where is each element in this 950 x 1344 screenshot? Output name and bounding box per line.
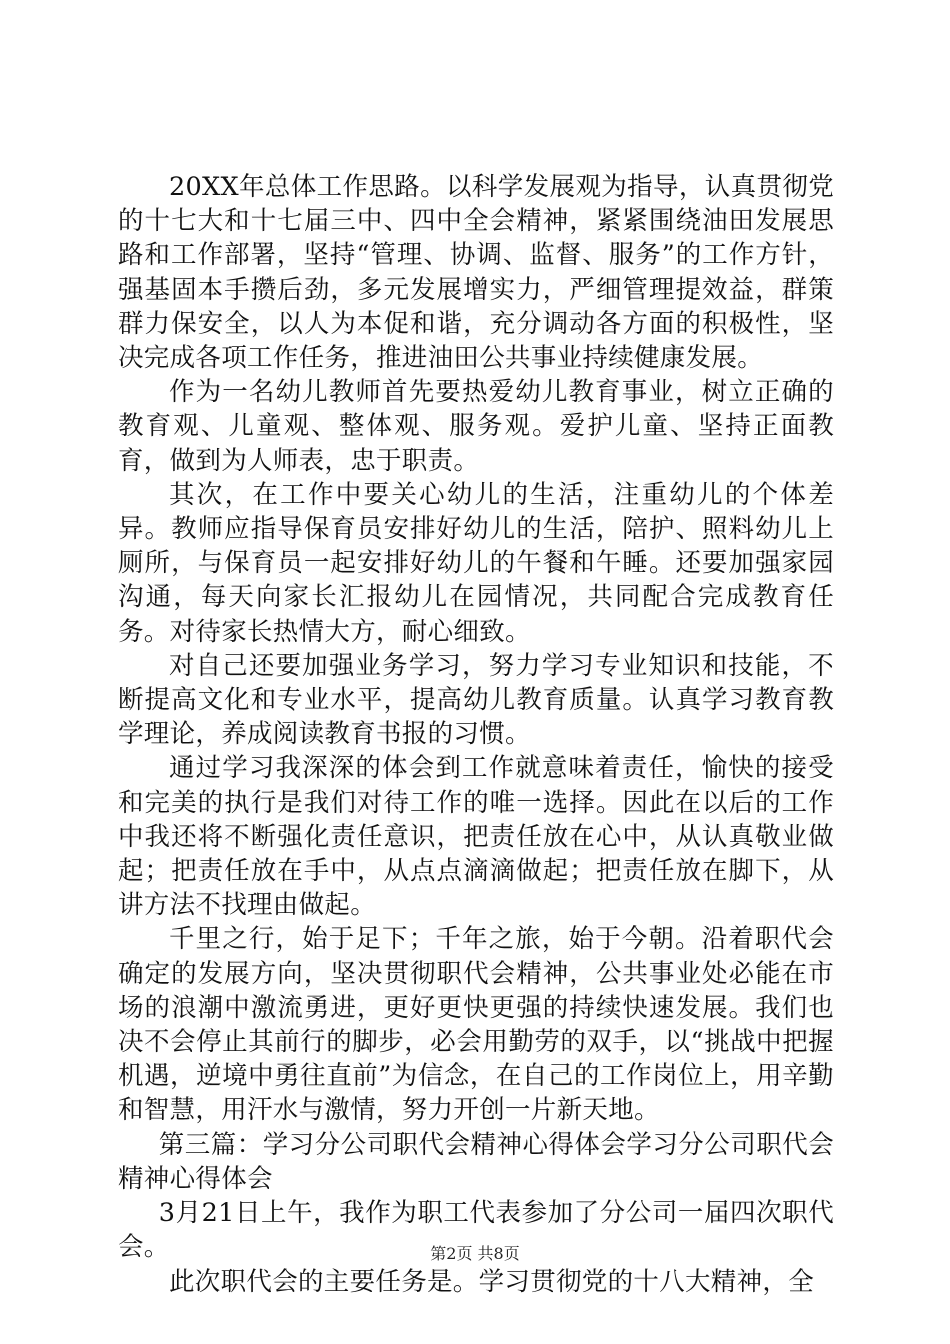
paragraph-main-task: 此次职代会的主要任务是。学习贯彻党的十八大精神，全 <box>169 1266 815 1297</box>
paragraph-march-meeting: 3月21日上午，我作为职工代表参加了分公司一届四次职代会。 <box>118 1198 834 1263</box>
paragraph-self-study: 对自己还要加强业务学习，努力学习专业知识和技能，不断提高文化和专业水平，提高幼儿教育质量。认真学习教育教学理论，养成阅读教育书报的习惯。 <box>118 650 834 750</box>
paragraph-journey: 千里之行，始于足下；千年之旅，始于今朝。沿着职代会确定的发展方向，坚决贯彻职代会精神，公共事业处必能在市场的浪潮中激流勇进，更好更快更强的持续快速发展。我们也决不会停止其前行的脚步，必会用勤劳的双手，以“挑战中把握机遇，逆境中勇往直前”为信念，在自己的工作岗位上，用辛勤和智慧，用汗水与激情，努力开创一片新天地。 <box>118 924 834 1126</box>
section-heading: 第三篇：学习分公司职代会精神心得体会学习分公司职代会精神心得体会 <box>118 1129 834 1194</box>
paragraph-work-plan: 20XX年总体工作思路。以科学发展观为指导，认真贯彻党的十七大和十七届三中、四中全会精神，紧紧围绕油田发展思路和工作部署，坚持“管理、协调、监督、服务”的工作方针，强基固本手攒后劲，多元发展增实力，严细管理提效益，群策群力保安全，以人为本促和谐，充分调动各方面的积极性，坚决完成各项工作任务，推进油田公共事业持续健康发展。 <box>118 172 834 374</box>
document-body <box>118 170 834 1299</box>
paragraph-responsibility: 通过学习我深深的体会到工作就意味着责任，愉快的接受和完美的执行是我们对待工作的唯一选择。因此在以后的工作中我还将不断强化责任意识，把责任放在心中，从认真敬业做起；把责任放在手中，从点点滴滴做起；把责任放在脚下，从讲方法不找理由做起。 <box>118 753 834 921</box>
page-number: 第2页 共8页 <box>430 1244 520 1263</box>
paragraph-teacher-love: 作为一名幼儿教师首先要热爱幼儿教育事业，树立正确的教育观、儿童观、整体观、服务观。爱护儿童、坚持正面教育，做到为人师表，忠于职责。 <box>118 377 834 476</box>
paragraph-care-children: 其次，在工作中要关心幼儿的生活，注重幼儿的个体差异。教师应指导保育员安排好幼儿的生活，陪护、照料幼儿上厕所，与保育员一起安排好幼儿的午餐和午睡。还要加强家园沟通，每天向家长汇报幼儿在园情况，共同配合完成教育任务。对待家长热情大方，耐心细致。 <box>118 479 834 647</box>
